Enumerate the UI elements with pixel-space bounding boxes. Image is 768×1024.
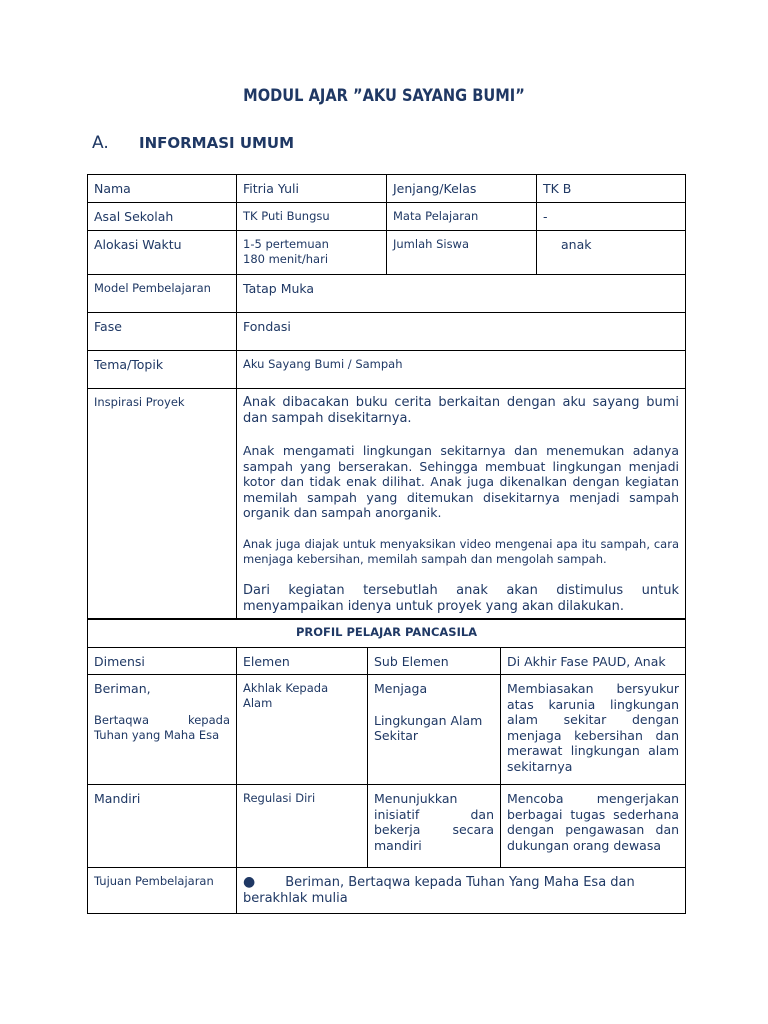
jumlah-label: Jumlah Siswa xyxy=(387,231,537,275)
sub-elemen-menjaga-a: Menjaga xyxy=(374,681,428,696)
row-asal xyxy=(88,203,686,231)
row-fase xyxy=(88,313,686,351)
sub-elemen-menjaga xyxy=(368,675,501,785)
col-elemen: Elemen xyxy=(237,648,368,675)
dimensi-beriman xyxy=(88,675,237,785)
profil-table xyxy=(87,618,686,914)
mapel-value: - xyxy=(537,203,686,231)
tema-value: Aku Sayang Bumi / Sampah xyxy=(237,351,686,389)
asal-label: Asal Sekolah xyxy=(88,203,237,231)
sub-elemen-mandiri: Menunjukkan inisiatif dan bekerja secara mandiri xyxy=(368,785,501,868)
elemen-regulasi: Regulasi Diri xyxy=(237,785,368,868)
tema-label: Tema/Topik xyxy=(88,351,237,389)
dimensi-beriman-a: Beriman, xyxy=(94,681,151,696)
section-title: INFORMASI UMUM xyxy=(139,134,295,152)
nama-value: Fitria Yuli xyxy=(237,175,387,203)
row-alokasi xyxy=(88,231,686,275)
alokasi-line1: 1-5 pertemuan xyxy=(243,237,329,251)
jumlah-value xyxy=(537,231,686,275)
jenjang-value: TK B xyxy=(537,175,686,203)
col-dimensi: Dimensi xyxy=(88,648,237,675)
alokasi-line2: 180 menit/hari xyxy=(243,252,329,266)
model-label: Model Pembelajaran xyxy=(88,275,237,313)
document-title: MODUL AJAR ”AKU SAYANG BUMI” xyxy=(243,86,525,106)
fase-value: Fondasi xyxy=(237,313,686,351)
section-letter: A. xyxy=(92,133,109,153)
alokasi-label: Alokasi Waktu xyxy=(88,231,237,275)
col-sub-elemen: Sub Elemen xyxy=(368,648,501,675)
profil-heading-row xyxy=(88,619,686,648)
row-inspirasi xyxy=(88,389,686,620)
fase-label: Fase xyxy=(88,313,237,351)
tujuan-value: Beriman, Bertaqwa kepada Tuhan Yang Maha Esa dan berakhlak mulia xyxy=(243,875,635,906)
asal-value: TK Puti Bungsu xyxy=(237,203,387,231)
dimensi-beriman-b: Bertaqwa kepada Tuhan yang Maha Esa xyxy=(94,712,230,742)
info-table xyxy=(87,174,686,620)
inspirasi-paragraph-2: Anak mengamati lingkungan sekitarnya dan menemukan adanya sampah yang berserakan. Sehingga membuat lingkungan menjadi kotor dan tidak enak dilihat. Anak juga dikenalkan dengan kegiatan memilah sampah yang ditemukan disekitarnya menjadi sampah organik dan sampah anorganik. xyxy=(243,443,679,520)
bullet-icon: ● xyxy=(243,874,256,890)
row-model xyxy=(88,275,686,313)
jenjang-label: Jenjang/Kelas xyxy=(387,175,537,203)
inspirasi-paragraph-4: Dari kegiatan tersebutlah anak akan distimulus untuk menyampaikan idenya untuk proyek yang akan dilakukan. xyxy=(243,582,679,614)
tujuan-value-cell xyxy=(237,868,686,914)
akhir-fase-beriman: Membiasakan bersyukur atas karunia lingkungan alam sekitar dengan menjaga kebersihan dan merawat lingkungan alam sekitarnya xyxy=(501,675,686,785)
sub-elemen-menjaga-b: Lingkungan Alam Sekitar xyxy=(374,712,483,743)
profil-row-mandiri xyxy=(88,785,686,868)
row-tema xyxy=(88,351,686,389)
inspirasi-paragraph-3: Anak juga diajak untuk menyaksikan video mengenai apa itu sampah, cara menjaga kebersihan, memilah sampah dan mengolah sampah. xyxy=(243,536,679,566)
profil-row-beriman xyxy=(88,675,686,785)
tujuan-label: Tujuan Pembelajaran xyxy=(88,868,237,914)
model-value: Tatap Muka xyxy=(237,275,686,313)
dimensi-mandiri: Mandiri xyxy=(88,785,237,868)
inspirasi-paragraph-1: Anak dibacakan buku cerita berkaitan dengan aku sayang bumi dan sampah disekitarnya. xyxy=(243,395,679,426)
profil-row-tujuan xyxy=(88,868,686,914)
inspirasi-value xyxy=(237,389,686,620)
mapel-label: Mata Pelajaran xyxy=(387,203,537,231)
alokasi-value xyxy=(237,231,387,275)
profil-header-row xyxy=(88,648,686,675)
akhir-fase-mandiri: Mencoba mengerjakan berbagai tugas sederhana dengan pengawasan dan dukungan orang dewasa xyxy=(501,785,686,868)
nama-label: Nama xyxy=(88,175,237,203)
profil-heading: PROFIL PELAJAR PANCASILA xyxy=(88,619,686,648)
col-akhir-fase: Di Akhir Fase PAUD, Anak xyxy=(501,648,686,675)
inspirasi-label: Inspirasi Proyek xyxy=(88,389,237,620)
row-nama xyxy=(88,175,686,203)
jumlah-value-text: anak xyxy=(561,237,592,252)
elemen-akhlak: Akhlak Kepada Alam xyxy=(237,675,368,785)
